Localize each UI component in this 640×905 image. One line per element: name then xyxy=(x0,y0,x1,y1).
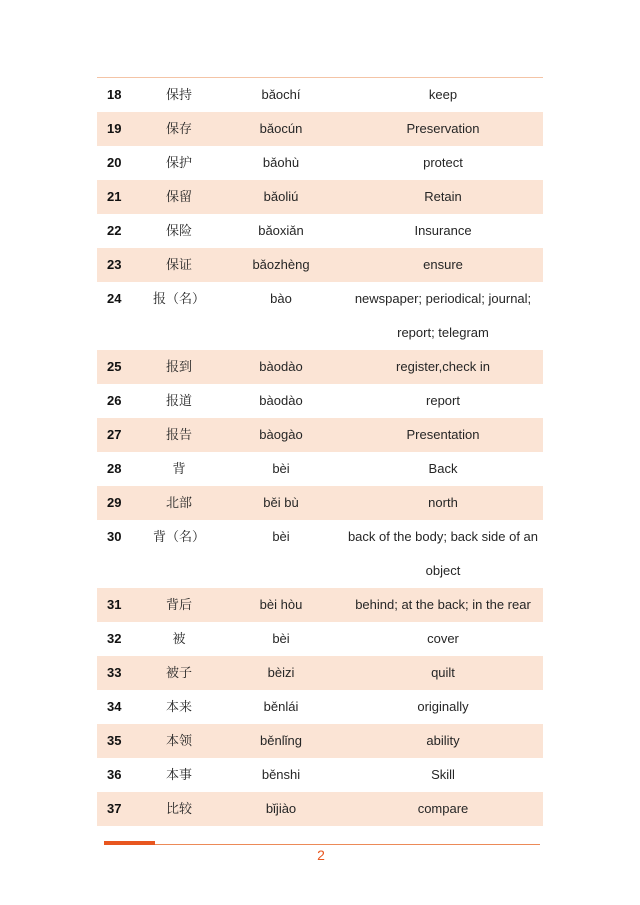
cell-hanzi: 报到 xyxy=(139,350,219,384)
cell-english: quilt xyxy=(343,656,543,690)
table-row xyxy=(97,452,543,486)
cell-english: cover xyxy=(427,631,459,646)
cell-english: newspaper; periodical; journal; report; telegram xyxy=(354,291,532,340)
table-row xyxy=(97,690,543,724)
cell-hanzi: 报（名） xyxy=(152,291,205,306)
cell-pinyin: běi bù xyxy=(219,486,343,520)
cell-hanzi: 被子 xyxy=(139,656,219,690)
cell-hanzi: 背 xyxy=(172,461,186,476)
cell-english: Retain xyxy=(343,180,543,214)
table-row xyxy=(97,248,543,282)
cell-english: keep xyxy=(428,87,458,102)
cell-hanzi: 本事 xyxy=(165,767,192,782)
cell-num: 35 xyxy=(97,724,139,758)
cell-english: register,check in xyxy=(343,350,543,384)
cell-hanzi: 保持 xyxy=(165,87,192,102)
table-row xyxy=(97,656,543,690)
cell-num: 23 xyxy=(97,248,139,282)
table-row xyxy=(97,724,543,758)
cell-hanzi: 报告 xyxy=(139,418,219,452)
cell-pinyin: bèizi xyxy=(219,656,343,690)
cell-pinyin: bǎocún xyxy=(219,112,343,146)
cell-english: Preservation xyxy=(343,112,543,146)
cell-num: 19 xyxy=(97,112,139,146)
cell-hanzi: 本领 xyxy=(139,724,219,758)
cell-pinyin: běnshi xyxy=(261,767,301,782)
table-row xyxy=(97,214,543,248)
cell-english: Insurance xyxy=(414,223,472,238)
cell-english: ability xyxy=(343,724,543,758)
cell-num: 34 xyxy=(107,699,122,714)
cell-english: originally xyxy=(417,699,469,714)
cell-pinyin: bèi hòu xyxy=(219,588,343,622)
cell-english: Back xyxy=(428,461,458,476)
cell-hanzi: 比较 xyxy=(139,792,219,826)
cell-num: 33 xyxy=(97,656,139,690)
cell-english: north xyxy=(343,486,543,520)
footer-rule xyxy=(155,844,540,845)
vocab-table-body xyxy=(97,78,543,826)
cell-english: report xyxy=(426,393,460,408)
table-row xyxy=(97,520,543,588)
table-row xyxy=(97,758,543,792)
cell-hanzi: 被 xyxy=(172,631,186,646)
table-row xyxy=(97,418,543,452)
cell-num: 18 xyxy=(107,87,122,102)
cell-hanzi: 保留 xyxy=(139,180,219,214)
cell-english: behind; at the back; in the rear xyxy=(343,588,543,622)
cell-hanzi: 背（名） xyxy=(152,529,205,544)
cell-num: 27 xyxy=(97,418,139,452)
cell-hanzi: 报道 xyxy=(165,393,192,408)
table-row xyxy=(97,146,543,180)
cell-num: 26 xyxy=(107,393,122,408)
footer-accent-bar xyxy=(104,841,155,845)
cell-pinyin: bàodào xyxy=(219,350,343,384)
table-row xyxy=(97,384,543,418)
cell-num: 37 xyxy=(97,792,139,826)
cell-hanzi: 保险 xyxy=(165,223,192,238)
table-row xyxy=(97,180,543,214)
cell-num: 21 xyxy=(97,180,139,214)
table-row xyxy=(97,350,543,384)
cell-num: 31 xyxy=(97,588,139,622)
table-row xyxy=(97,622,543,656)
cell-hanzi: 本来 xyxy=(165,699,192,714)
cell-num: 25 xyxy=(97,350,139,384)
cell-pinyin: bǎohù xyxy=(262,155,300,170)
table-row xyxy=(97,78,543,112)
cell-num: 24 xyxy=(107,291,122,306)
cell-hanzi: 保存 xyxy=(139,112,219,146)
cell-pinyin: bǎoliú xyxy=(219,180,343,214)
table-row xyxy=(97,486,543,520)
cell-english: Skill xyxy=(431,767,455,782)
cell-pinyin: bàodào xyxy=(259,393,303,408)
cell-num: 36 xyxy=(107,767,122,782)
cell-num: 22 xyxy=(107,223,122,238)
table-row xyxy=(97,112,543,146)
cell-pinyin: běnlǐng xyxy=(219,724,343,758)
vocabulary-table xyxy=(97,78,543,826)
table-row xyxy=(97,588,543,622)
cell-num: 30 xyxy=(107,529,122,544)
cell-english: Presentation xyxy=(343,418,543,452)
cell-hanzi: 背后 xyxy=(139,588,219,622)
cell-pinyin: bèi xyxy=(272,529,290,544)
page-number: 2 xyxy=(317,847,325,863)
cell-hanzi: 保证 xyxy=(139,248,219,282)
cell-num: 28 xyxy=(107,461,122,476)
cell-pinyin: bèi xyxy=(272,461,290,476)
table-row xyxy=(97,282,543,350)
cell-num: 29 xyxy=(97,486,139,520)
cell-pinyin: bǐjiào xyxy=(219,792,343,826)
cell-english: back of the body; back side of an object xyxy=(347,529,539,578)
cell-english: ensure xyxy=(343,248,543,282)
table-row xyxy=(97,792,543,826)
cell-pinyin: bǎozhèng xyxy=(219,248,343,282)
cell-pinyin: bàogào xyxy=(219,418,343,452)
cell-hanzi: 北部 xyxy=(139,486,219,520)
cell-english: protect xyxy=(423,155,463,170)
cell-pinyin: bèi xyxy=(272,631,290,646)
cell-hanzi: 保护 xyxy=(165,155,192,170)
cell-english: compare xyxy=(343,792,543,826)
cell-pinyin: běnlái xyxy=(263,699,299,714)
cell-pinyin: bǎoxiǎn xyxy=(258,223,304,238)
cell-num: 20 xyxy=(107,155,122,170)
cell-num: 32 xyxy=(107,631,122,646)
cell-pinyin: bào xyxy=(270,291,292,306)
cell-pinyin: bǎochí xyxy=(261,87,301,102)
